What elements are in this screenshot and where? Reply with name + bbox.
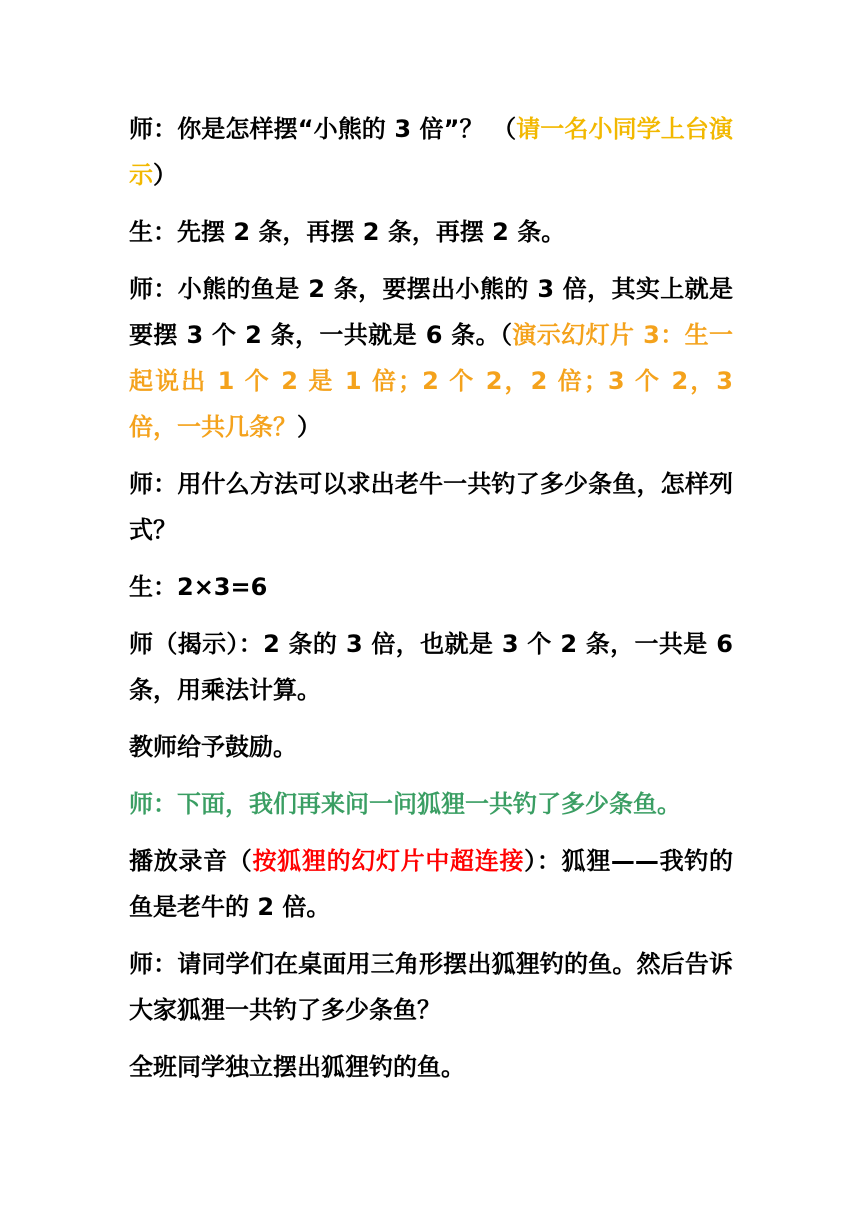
paragraph-teacher-question-3x xyxy=(129,106,733,198)
paragraph-encourage: 教师给予鼓励。 xyxy=(129,733,297,761)
paragraph-teacher-explain xyxy=(129,266,733,450)
document-body xyxy=(129,106,733,1101)
text-run: 播放录音（ xyxy=(129,847,253,875)
paragraph-teacher-triangles: 师：请同学们在桌面用三角形摆出狐狸钓的鱼。然后告诉大家狐狸一共钓了多少条鱼？ xyxy=(129,950,733,1024)
red-note: 按狐狸的幻灯片中超连接 xyxy=(252,847,525,875)
yellow-note: 请一名小同学上台演示 xyxy=(129,115,734,189)
text-run: ） xyxy=(153,161,177,189)
paragraph-student-equation: 生：2×3=6 xyxy=(129,573,268,601)
paragraph-student-answer: 生：先摆 2 条，再摆 2 条，再摆 2 条。 xyxy=(129,218,566,246)
text-run: ）：狐狸——我钓的鱼是老牛的 2 倍。 xyxy=(129,847,734,921)
paragraph-play-audio xyxy=(129,838,733,930)
paragraph-teacher-reveal: 师（揭示）：2 条的 3 倍，也就是 3 个 2 条，一共是 6 条，用乘法计算。 xyxy=(129,630,733,704)
orange-note: 演示幻灯片 3：生一起说出 1 个 2 是 1 倍；2 个 2，2 倍；3 个 2，3 倍，一共几条？ xyxy=(129,321,733,441)
paragraph-teacher-fox: 师：下面，我们再来问一问狐狸一共钓了多少条鱼。 xyxy=(129,790,681,818)
text-run: 师：小熊的鱼是 2 条，要摆出小熊的 3 倍，其实上就是要摆 3 个 2 条，一共就是 6 条。（ xyxy=(129,275,733,349)
paragraph-class-activity: 全班同学独立摆出狐狸钓的鱼。 xyxy=(129,1053,465,1081)
text-run: ） xyxy=(297,413,321,441)
text-run: 师：你是怎样摆“小熊的 3 倍”？ （ xyxy=(129,115,517,143)
paragraph-teacher-method: 师：用什么方法可以求出老牛一共钓了多少条鱼，怎样列式？ xyxy=(129,470,733,544)
